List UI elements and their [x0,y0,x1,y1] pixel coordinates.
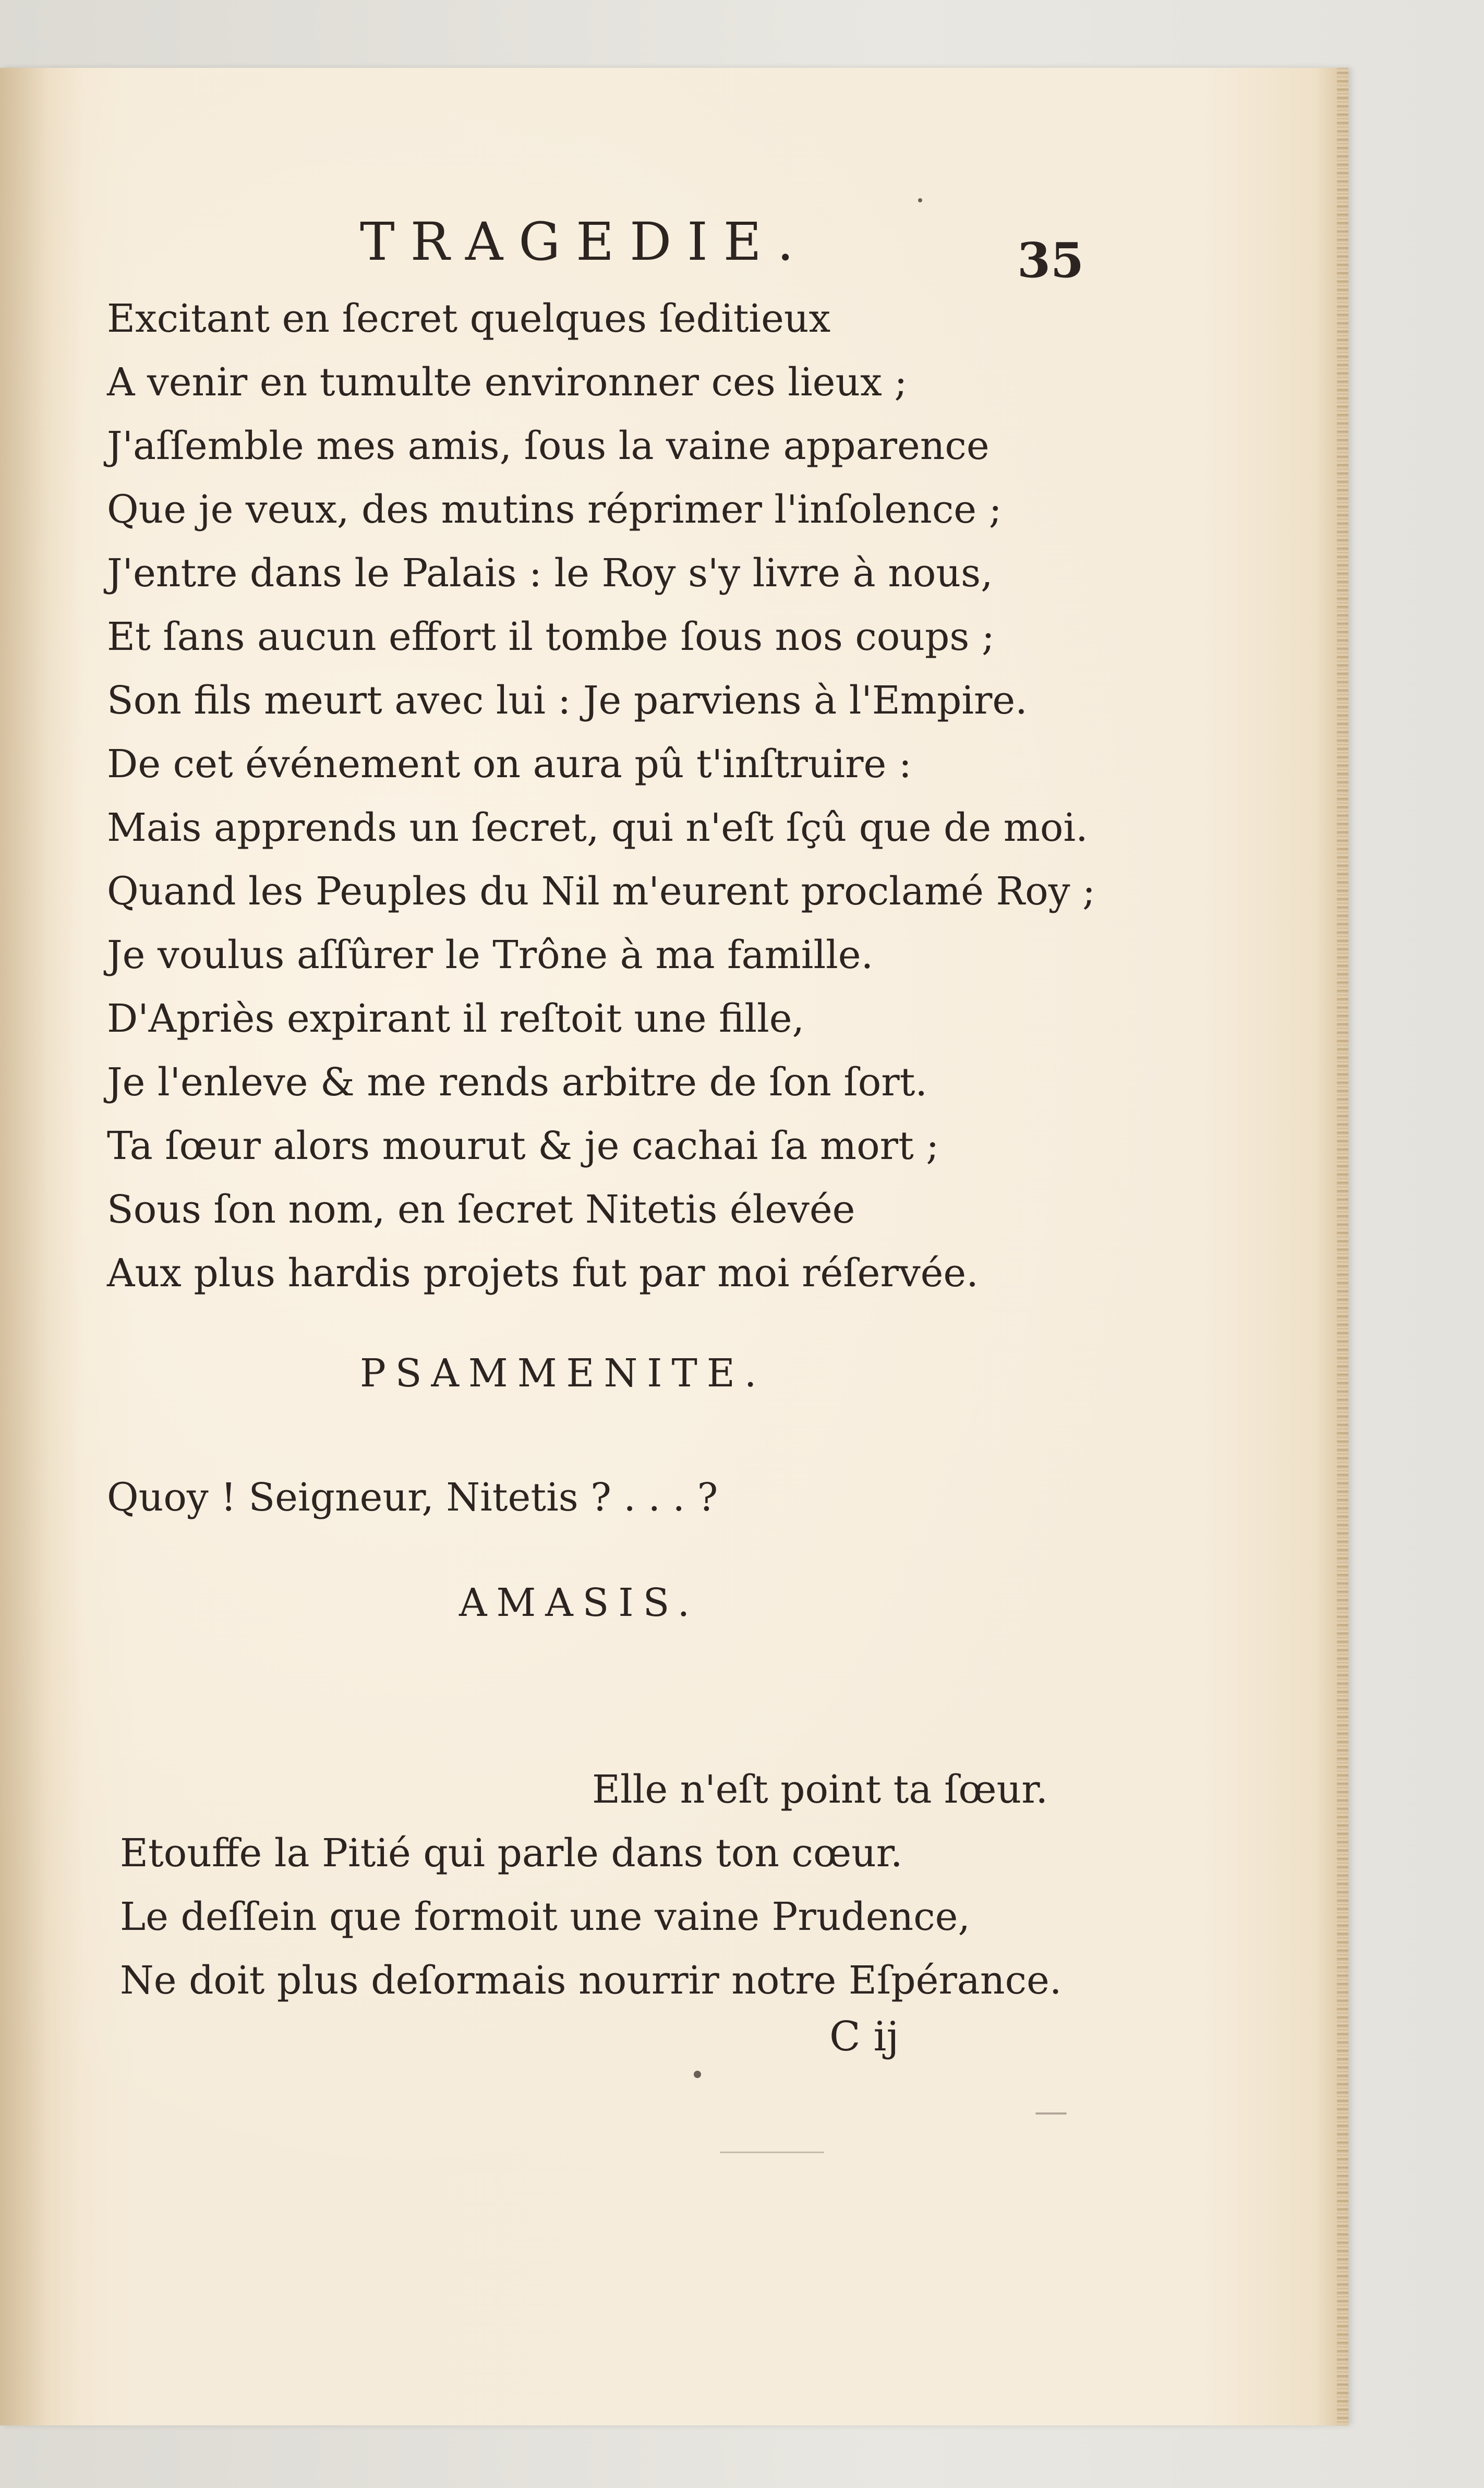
verse-line: Son fils meurt avec lui : Je parviens à l'Empire. [107,678,1028,723]
verse-line: Je voulus aſſûrer le Trône à ma famille. [107,933,874,977]
verse-line: Je l'enleve & me rends arbitre de ſon ſort. [107,1060,927,1105]
ink-speck [720,2152,824,2153]
verse-line-hemistich: Elle n'eſt point ta ſœur. [592,1767,1048,1812]
running-head: TRAGEDIE. [360,211,810,272]
verse-line: Etouffe la Pitié qui parle dans ton cœur. [120,1831,903,1876]
speaker-psammenite: PSAMMENITE. [360,1351,766,1396]
reply-block [107,1466,1150,1529]
verse-line: J'entre dans le Palais : le Roy s'y livre à nous, [107,551,993,596]
ink-speck [694,2071,701,2078]
verse-block-amasis-2 [120,1821,1163,2012]
verse-line: A venir en tumulte environner ces lieux ; [107,360,908,405]
speaker-amasis: AMASIS. [459,1580,699,1625]
verse-line: Excitant en ſecret quelques ſeditieux [107,296,831,341]
catchword: C ij [829,2013,899,2060]
page-edge [1337,68,1348,2425]
gutter-shadow [0,68,83,2425]
verse-line: J'aſſemble mes amis, ſous la vaine apparence [107,424,990,468]
verse-line: Que je veux, des mutins réprimer l'inſolence ; [107,487,1002,532]
verse-line: D'Apriès expirant il reſtoit une fille, [107,996,805,1041]
verse-line: Aux plus hardis projets fut par moi réſervée. [107,1251,979,1296]
verse-line: Ta ſœur alors mourut & je cachai ſa mort ; [107,1124,939,1168]
verse-line: Sous ſon nom, en ſecret Nitetis élevée [107,1187,855,1232]
verse-block-amasis [107,287,1150,1305]
verse-line: Quand les Peuples du Nil m'eurent proclamé Roy ; [107,869,1095,914]
verse-line: Quoy ! Seigneur, Nitetis ? . . . ? [107,1475,718,1520]
verse-line: Ne doit plus deſormais nourrir notre Eſpérance. [120,1958,1062,2003]
page-number: 35 [1017,232,1084,288]
ink-speck [1035,2112,1067,2115]
ink-speck [918,198,922,202]
verse-line: Le deſſein que formoit une vaine Prudence, [120,1894,970,1939]
book-page [0,68,1348,2425]
verse-line: Mais apprends un ſecret, qui n'eſt ſçû que de moi. [107,805,1088,850]
verse-line: Et ſans aucun effort il tombe ſous nos coups ; [107,614,995,659]
verse-line: De cet événement on aura pû t'inſtruire : [107,742,912,787]
